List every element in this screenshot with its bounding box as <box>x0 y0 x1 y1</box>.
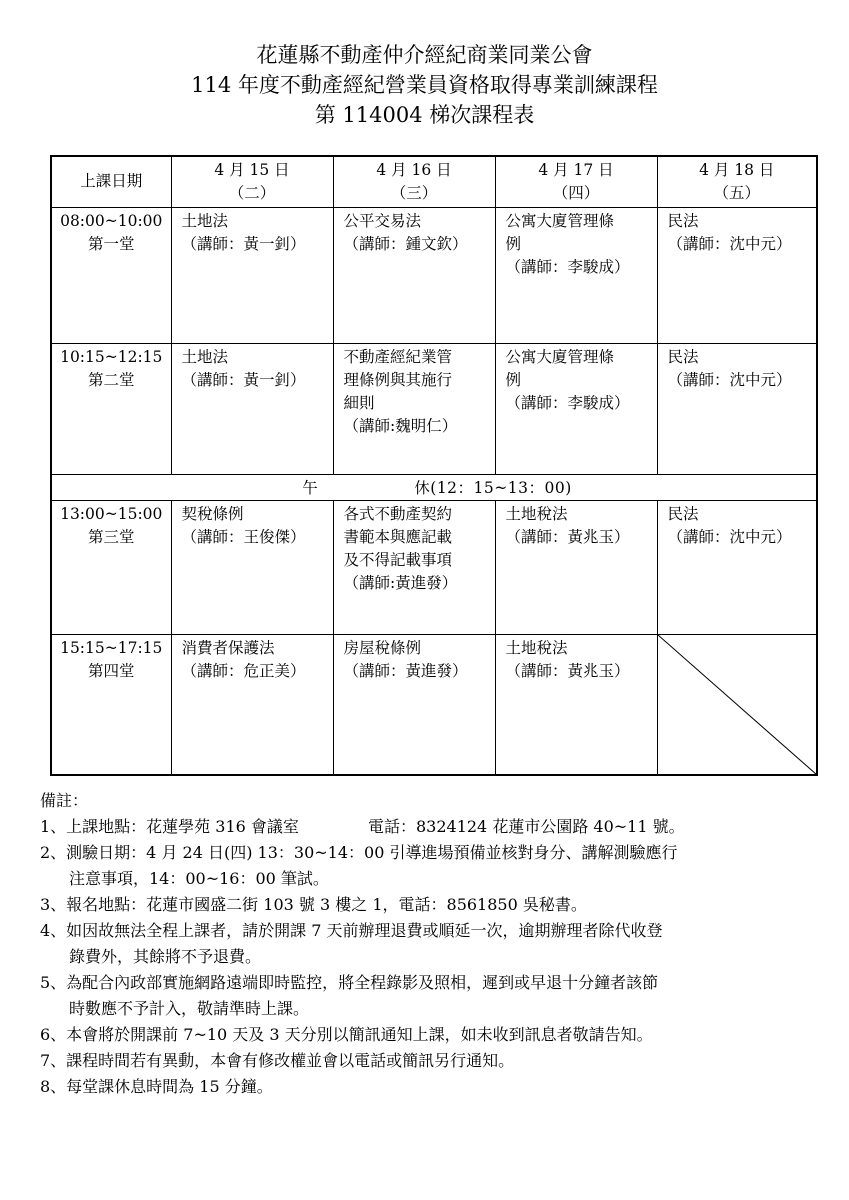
course-instructor: （講師：黃兆玉） <box>505 527 630 546</box>
course-name: 例 <box>505 370 522 389</box>
day-date: 4 月 16 日 <box>376 160 452 179</box>
course-name: 土地法 <box>181 347 229 366</box>
note-item <box>40 918 830 970</box>
course-cell <box>333 343 495 474</box>
period-label: 第四堂 <box>87 661 135 680</box>
day-header-2 <box>333 156 495 207</box>
day-header-4 <box>657 156 817 207</box>
course-name: 例 <box>505 234 522 253</box>
lunch-label-a: 午 <box>302 478 319 497</box>
note-text: 8、每堂課休息時間為 15 分鐘。 <box>40 1077 273 1096</box>
note-item <box>40 1074 830 1100</box>
lunch-label-b: 休(12：15~13：00) <box>414 478 572 497</box>
course-cell <box>171 500 333 634</box>
course-name: 民法 <box>667 211 699 230</box>
course-instructor: （講師：李駿成） <box>505 393 630 412</box>
day-weekday: （三） <box>390 183 438 202</box>
course-cell <box>333 207 495 343</box>
note-text-continued: 注意事項，14：00~16：00 筆試。 <box>69 869 329 888</box>
period-time: 10:15~12:15 <box>60 347 163 366</box>
course-name: 公寓大廈管理條 <box>505 211 615 230</box>
period-time-cell <box>51 634 171 775</box>
course-instructor: （講師:魏明仁） <box>343 416 458 435</box>
course-name: 公平交易法 <box>343 211 422 230</box>
document-header <box>0 40 849 130</box>
batch-title: 第 114004 梯次課程表 <box>314 103 535 127</box>
period-time: 08:00~10:00 <box>60 211 163 230</box>
course-cell <box>171 634 333 775</box>
course-cell <box>333 634 495 775</box>
period-row-3 <box>51 500 817 634</box>
course-name: 契稅條例 <box>181 504 244 523</box>
note-text-continued: 錄費外，其餘將不予退費。 <box>69 947 262 966</box>
course-instructor: （講師：黃進發） <box>343 661 468 680</box>
lunch-row <box>51 474 817 500</box>
note-text: 4、如因故無法全程上課者，請於開課 7 天前辦理退費或順延一次，逾期辦理者除代收登 <box>40 921 663 940</box>
day-header-3 <box>495 156 657 207</box>
note-text: 2、測驗日期：4 月 24 日(四) 13：30~14：00 引導進場預備並核對身分、講解測驗應行 <box>40 843 678 862</box>
header-row <box>51 156 817 207</box>
note-item <box>40 840 830 892</box>
period-time: 15:15~17:15 <box>60 638 163 657</box>
course-cell <box>495 343 657 474</box>
diagonal-line-icon <box>658 635 817 775</box>
course-instructor: （講師：黃一釗） <box>181 370 306 389</box>
course-instructor: （講師：沈中元） <box>667 234 792 253</box>
note-text: 7、課程時間若有異動，本會有修改權並會以電話或簡訊另行通知。 <box>40 1051 515 1070</box>
period-time-cell <box>51 343 171 474</box>
course-instructor: （講師：沈中元） <box>667 527 792 546</box>
course-name: 及不得記載事項 <box>343 550 453 569</box>
course-cell <box>657 207 817 343</box>
note-text: 5、為配合內政部實施網路遠端即時監控，將全程錄影及照相，遲到或早退十分鐘者該節 <box>40 973 659 992</box>
day-date: 4 月 15 日 <box>214 160 290 179</box>
note-item <box>40 970 830 1022</box>
period-time-cell <box>51 207 171 343</box>
note-text-continued: 時數應不予計入，敬請準時上課。 <box>69 999 310 1018</box>
day-header-1 <box>171 156 333 207</box>
note-item <box>40 892 830 918</box>
day-date: 4 月 18 日 <box>699 160 775 179</box>
course-cell <box>171 343 333 474</box>
schedule-table <box>50 155 818 776</box>
course-name: 土地稅法 <box>505 638 568 657</box>
course-name: 土地法 <box>181 211 229 230</box>
course-cell <box>495 500 657 634</box>
course-title: 114 年度不動產經紀營業員資格取得專業訓練課程 <box>191 73 658 97</box>
note-text: 3、報名地點：花蓮市國盛二街 103 號 3 樓之 1，電話：8561850 吳秘書。 <box>40 895 587 914</box>
course-name: 理條例與其施行 <box>343 370 453 389</box>
course-name: 細則 <box>343 393 375 412</box>
course-cell <box>657 500 817 634</box>
course-name: 土地稅法 <box>505 504 568 523</box>
course-name: 各式不動產契約 <box>343 504 453 523</box>
period-label: 第一堂 <box>87 234 135 253</box>
day-weekday: （五） <box>713 183 760 202</box>
notes-title: 備註： <box>40 791 89 810</box>
period-row-2 <box>51 343 817 474</box>
course-cell <box>657 343 817 474</box>
lunch-break-cell <box>51 474 817 500</box>
course-name: 民法 <box>667 347 699 366</box>
note-item <box>40 1022 830 1048</box>
course-cell <box>171 207 333 343</box>
course-instructor: （講師：危正美） <box>181 661 306 680</box>
period-label: 第三堂 <box>87 527 135 546</box>
course-cell <box>333 500 495 634</box>
period-row-1 <box>51 207 817 343</box>
period-time-cell <box>51 500 171 634</box>
association-title: 花蓮縣不動產仲介經紀商業同業公會 <box>256 43 593 67</box>
course-instructor: （講師：王俊傑） <box>181 527 306 546</box>
course-instructor: （講師：黃兆玉） <box>505 661 630 680</box>
header-label: 上課日期 <box>51 156 171 207</box>
course-name: 民法 <box>667 504 699 523</box>
course-instructor: （講師：李駿成） <box>505 257 630 276</box>
note-item <box>40 1048 830 1074</box>
course-name: 書範本與應記載 <box>343 527 453 546</box>
period-label: 第二堂 <box>87 370 135 389</box>
note-text: 1、上課地點：花蓮學苑 316 會議室 電話：8324124 花蓮市公園路 40~11 號。 <box>40 817 685 836</box>
empty-crossed-cell <box>657 634 817 775</box>
period-row-4 <box>51 634 817 775</box>
course-instructor: （講師:黃進發） <box>343 573 458 592</box>
note-item <box>40 814 830 840</box>
note-text: 6、本會將於開課前 7~10 天及 3 天分別以簡訊通知上課，如未收到訊息者敬請告知。 <box>40 1025 653 1044</box>
course-name: 公寓大廈管理條 <box>505 347 615 366</box>
course-cell <box>495 634 657 775</box>
course-name: 消費者保護法 <box>181 638 275 657</box>
notes-section <box>40 788 830 1100</box>
day-weekday: （四） <box>552 183 600 202</box>
day-date: 4 月 17 日 <box>538 160 614 179</box>
day-weekday: （二） <box>228 183 276 202</box>
course-instructor: （講師：沈中元） <box>667 370 792 389</box>
course-instructor: （講師：鍾文欽） <box>343 234 468 253</box>
course-cell <box>495 207 657 343</box>
course-name: 不動產經紀業管 <box>343 347 453 366</box>
period-time: 13:00~15:00 <box>60 504 163 523</box>
course-instructor: （講師：黃一釗） <box>181 234 306 253</box>
course-name: 房屋稅條例 <box>343 638 422 657</box>
